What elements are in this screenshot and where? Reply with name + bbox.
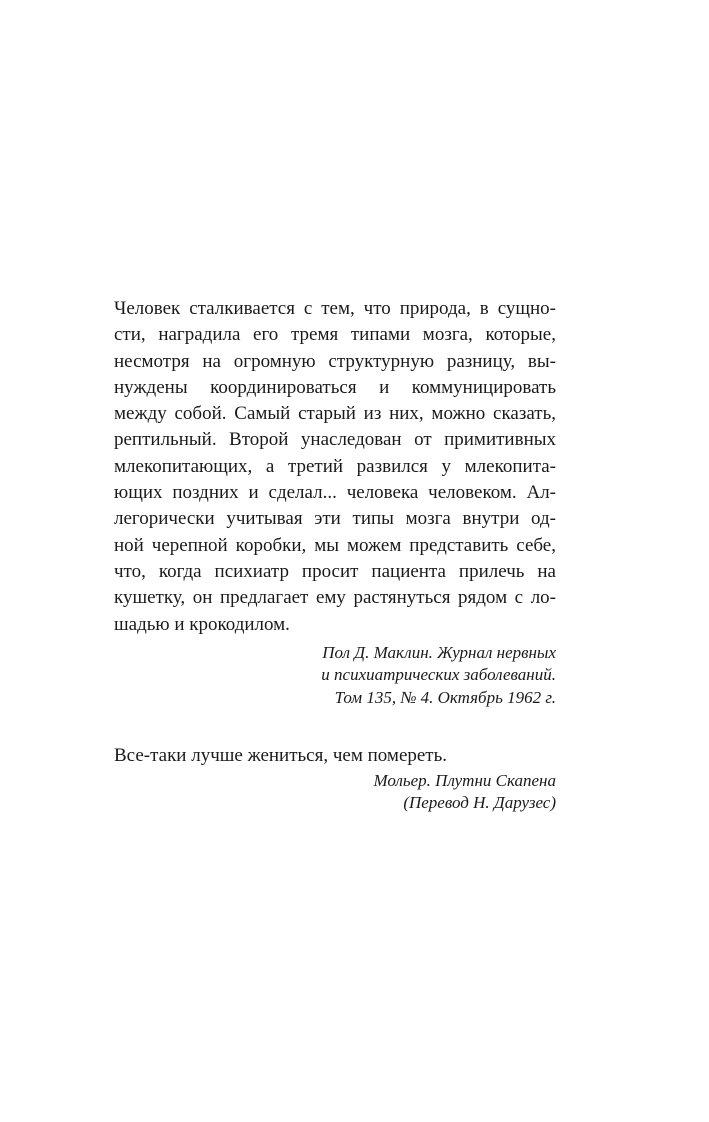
quote-line: несмотря на огромную структурную разницу, вы- [114, 350, 556, 372]
quote-line: млекопитающих, а третий развился у млекопита- [114, 455, 556, 477]
quote-line: кушетку, он предлагает ему растянуться рядом с ло- [114, 587, 556, 609]
quote-attribution [114, 770, 556, 815]
quote-attribution [114, 642, 556, 710]
attribution-line: Мольер. Плутни Скапена [373, 770, 556, 790]
quote-text [114, 743, 556, 769]
epigraphs [114, 296, 556, 815]
attribution-line: Том 135, № 4. Октябрь 1962 г. [334, 687, 556, 707]
attribution-line: Пол Д. Маклин. Журнал нервных [322, 642, 556, 662]
quote-line: что, когда психиатр просит пациента прилечь на [114, 560, 556, 582]
quote-line: между собой. Самый старый из них, можно сказать, [114, 403, 556, 425]
quote-line: ющих поздних и сделал... человека человеком. Ал- [114, 482, 556, 504]
quote-line: шадью и крокодилом. [114, 613, 290, 635]
quote-line: рептильный. Второй унаследован от примитивных [114, 429, 556, 451]
attribution-line: и психиатрических заболеваний. [321, 665, 556, 685]
quote-line: сти, наградила его тремя типами мозга, которые, [114, 324, 556, 346]
quote-line: нуждены координироваться и коммуницировать [114, 376, 556, 398]
quote-line: легорически учитывая эти типы мозга внутри од- [114, 508, 556, 530]
quote-line: Человек сталкивается с тем, что природа, в сущно- [114, 298, 556, 319]
quote-text [114, 296, 556, 638]
quote-line: Все-таки лучше жениться, чем помереть. [114, 745, 448, 767]
epigraph-moliere [114, 743, 556, 814]
quote-line: ной черепной коробки, мы можем представить себе, [114, 534, 556, 556]
attribution-line: (Перевод Н. Дарузес) [403, 793, 556, 813]
epigraph-maclean [114, 296, 556, 709]
